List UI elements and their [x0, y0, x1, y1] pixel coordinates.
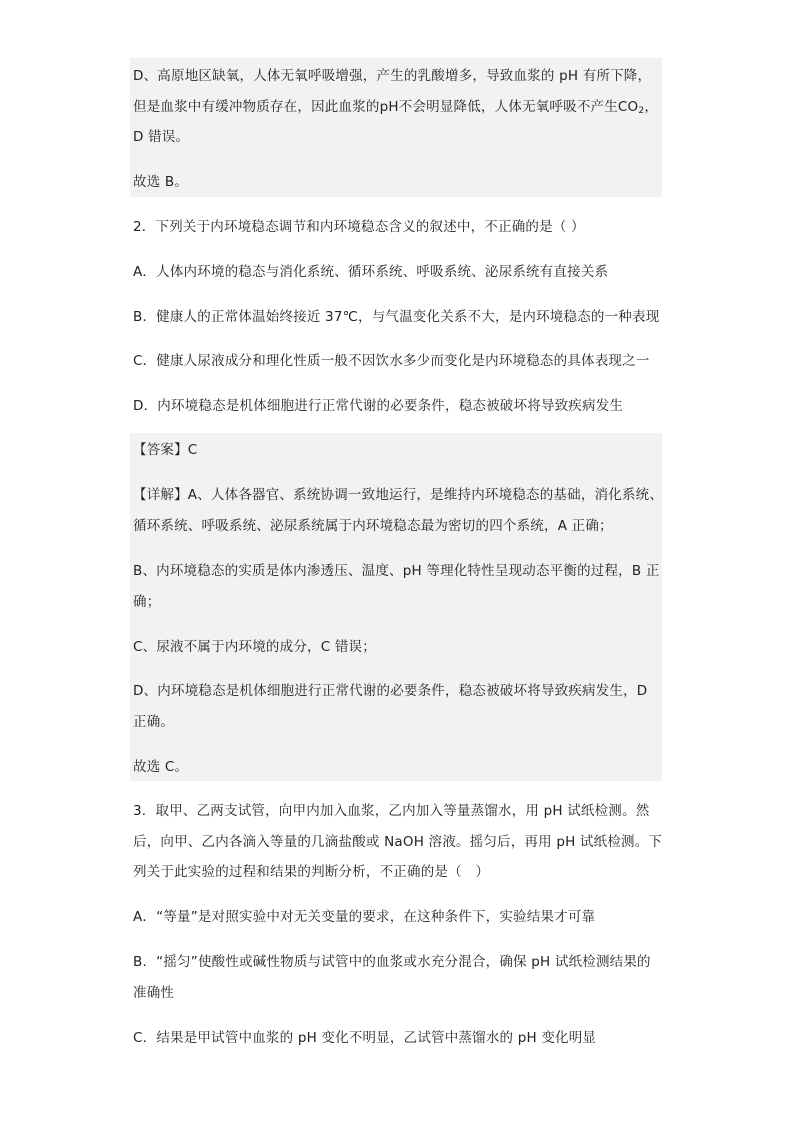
detail-d-line-2	[133, 98, 658, 116]
question-2-choice: 故选 C。	[133, 759, 189, 775]
detail-c-line-1: C、尿液不属于内环境的成分，C 错误；	[133, 639, 376, 655]
question-3-stem-line-2: 后，向甲、乙内各滴入等量的几滴盐酸或 NaOH 溶液。摇匀后，再用 pH 试纸检测。下	[133, 834, 663, 850]
detail-a-line-2: 循环系统、呼吸系统、泌尿系统属于内环境稳态最为密切的四个系统，A 正确；	[133, 518, 613, 534]
detail-d2-line-2: 正确。	[133, 714, 175, 730]
question-2-option-b: B．健康人的正常体温始终接近 37℃，与气温变化关系不大，是内环境稳态的一种表现	[133, 309, 660, 325]
question-2-answer: 【答案】C	[133, 442, 198, 458]
question-2-stem: 2．下列关于内环境稳态调节和内环境稳态含义的叙述中，不正确的是（ ）	[133, 219, 585, 235]
detail-b-line-2: 确；	[133, 594, 161, 610]
detail-d-line-3: D 错误。	[133, 129, 190, 145]
detail-d-line-2-end: ，	[644, 99, 659, 115]
detail-d2-line-1: D、内环境稳态是机体细胞进行正常代谢的必要条件，稳态被破坏将导致疾病发生，D	[133, 683, 648, 699]
question-2-option-c: C．健康人尿液成分和理化性质一般不因饮水多少而变化是内环境稳态的具体表现之一	[133, 353, 650, 369]
detail-d-line-1: D、高原地区缺氧，人体无氧呼吸增强，产生的乳酸增多，导致血浆的 pH 有所下降，	[133, 68, 652, 84]
detail-b-line-1: B、内环境稳态的实质是体内渗透压、温度、pH 等理化特性呈现动态平衡的过程，B 正	[133, 563, 660, 579]
question-2-option-a: A．人体内环境的稳态与消化系统、循环系统、呼吸系统、泌尿系统有直接关系	[133, 264, 609, 280]
prev-choice: 故选 B。	[133, 174, 189, 190]
co2-subscript: 2	[638, 106, 645, 116]
question-2-option-d: D．内环境稳态是机体细胞进行正常代谢的必要条件，稳态被破坏将导致疾病发生	[133, 398, 624, 414]
question-3-option-b-line-2: 准确性	[133, 985, 175, 1001]
detail-a-line-1: 【详解】A、人体各器官、系统协调一致地运行，是维持内环境稳态的基础，消化系统、	[133, 487, 664, 503]
question-3-option-c: C．结果是甲试管中血浆的 pH 变化不明显，乙试管中蒸馏水的 pH 变化明显	[133, 1030, 597, 1046]
question-3-option-b-line-1: B．“摇匀”使酸性或碱性物质与试管中的血浆或水充分混合，确保 pH 试纸检测结果的	[133, 954, 651, 970]
question-3-option-a: A．“等量”是对照实验中对无关变量的要求，在这种条件下，实验结果才可靠	[133, 909, 596, 925]
detail-d-line-2-text: 但是血浆中有缓冲物质存在，因此血浆的pH不会明显降低，人体无氧呼吸不产生CO	[133, 99, 639, 115]
question-3-stem-line-3: 列关于此实验的过程和结果的判断分析，不正确的是（ ）	[133, 864, 490, 880]
question-3-stem-line-1: 3．取甲、乙两支试管，向甲内加入血浆，乙内加入等量蒸馏水，用 pH 试纸检测。然	[133, 803, 650, 819]
